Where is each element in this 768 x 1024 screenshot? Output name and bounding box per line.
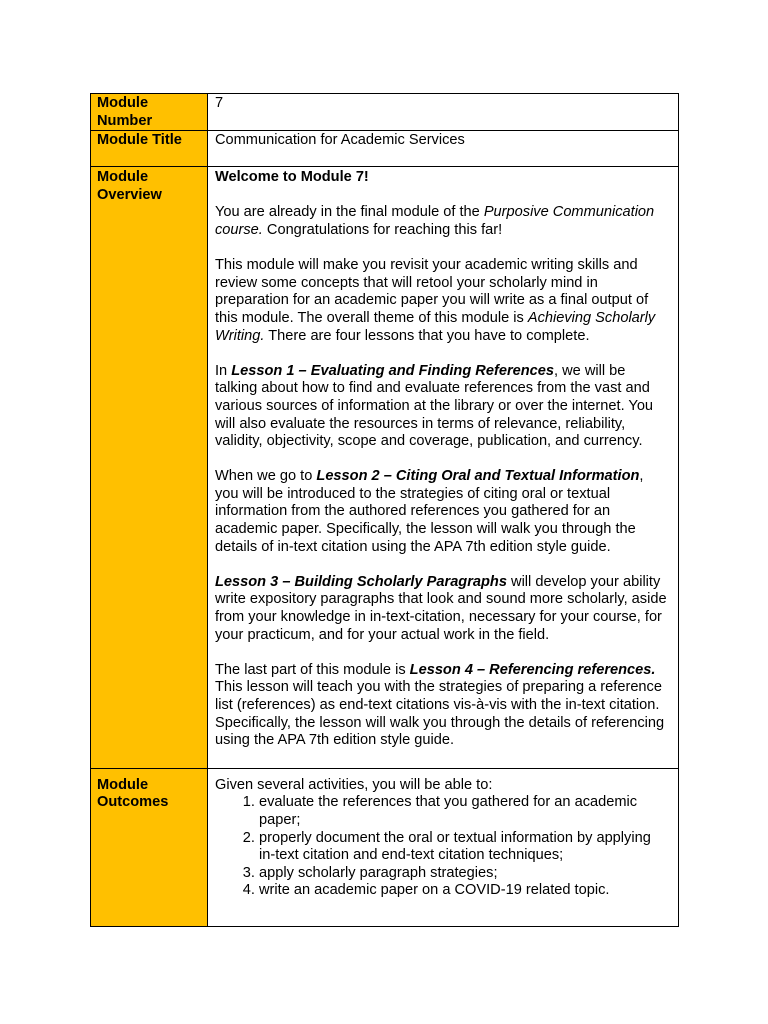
paragraph-text: When we go to [215,468,317,485]
module-theme: Achieving Scholarly Writing. [215,309,656,344]
module-outcomes-row [91,768,679,926]
overview-paragraph-5 [215,574,670,644]
lesson-1-title: Lesson 1 – Evaluating and Finding References [231,362,554,379]
module-overview-label: Module Overview [91,167,208,769]
module-outcomes-content [208,768,679,926]
module-number-value: 7 [208,94,679,131]
outcomes-list [215,794,670,900]
overview-paragraph-6 [215,662,670,750]
overview-paragraph-2 [215,257,670,345]
overview-paragraph-3 [215,363,670,451]
paragraph-text: will develop your ability write expository paragraphs that look and sound more scholarly, aside from your knowledge in in-text-citation, necessary for your course, for your practicum, and for your actual work in the field. [215,573,667,643]
welcome-heading: Welcome to Module 7! [215,169,369,186]
course-name: Purposive Communication course. [215,204,655,238]
lesson-3-title: Lesson 3 – Building Scholarly Paragraphs [215,573,507,590]
paragraph-text: , you will be introduced to the strategies of citing oral or textual information from the authored references you gathered for an academic paper. Specifically, the lesson will walk you through the details of in-text citation using the APA 7th edition style guide. [215,468,644,555]
module-overview-row [91,167,679,769]
paragraph-text: , we will be talking about how to find and evaluate references from the vast and various sources of information at the library or over the internet. You will also evaluate the resources in terms of relevance, reliability, validity, objectivity, scope and coverage, publication, and currency. [215,362,654,450]
paragraph-text: This lesson will teach you with the strategies of preparing a reference list (references) as end-text citations vis-à-vis with the in-text citation. Specifically, the lesson will walk you through the details of referencing using the APA 7th edition style guide. [215,679,665,749]
paragraph-text: This module will make you revisit your academic writing skills and review some concepts that will retool your scholarly mind in preparation for an academic paper you will write as a final output of this module. The overall theme of this module is [215,257,649,326]
module-number-label: Module Number [91,94,208,131]
paragraph-text: The last part of this module is [215,661,410,678]
paragraph-text: Congratulations for reaching this far! [262,221,503,238]
outcome-item: 2. properly document the oral or textual information by applying in-text citation and end-text citation techniques; [259,830,670,865]
outcome-item: 1. evaluate the references that you gathered for an academic paper; [259,794,670,829]
module-overview-content [208,167,679,769]
outcome-item: 4. write an academic paper on a COVID-19 related topic. [259,882,670,900]
overview-paragraph-1 [215,204,670,239]
module-number-row [91,94,679,131]
module-title-row [91,131,679,167]
lesson-4-title: Lesson 4 – Referencing references. [409,661,656,678]
paragraph-text: There are four lessons that you have to complete. [264,327,590,344]
paragraph-text: You are already in the final module of the [215,204,484,221]
paragraph-text: In [215,362,232,379]
outcomes-intro: Given several activities, you will be able to: [215,776,493,793]
overview-paragraph-4 [215,468,670,556]
lesson-2-title: Lesson 2 – Citing Oral and Textual Information [316,468,640,485]
outcome-item: 3. apply scholarly paragraph strategies; [259,865,670,883]
module-info-table [90,93,679,927]
module-outcomes-label: Module Outcomes [91,768,208,926]
module-title-label: Module Title [91,131,208,167]
module-title-value: Communication for Academic Services [208,131,679,167]
